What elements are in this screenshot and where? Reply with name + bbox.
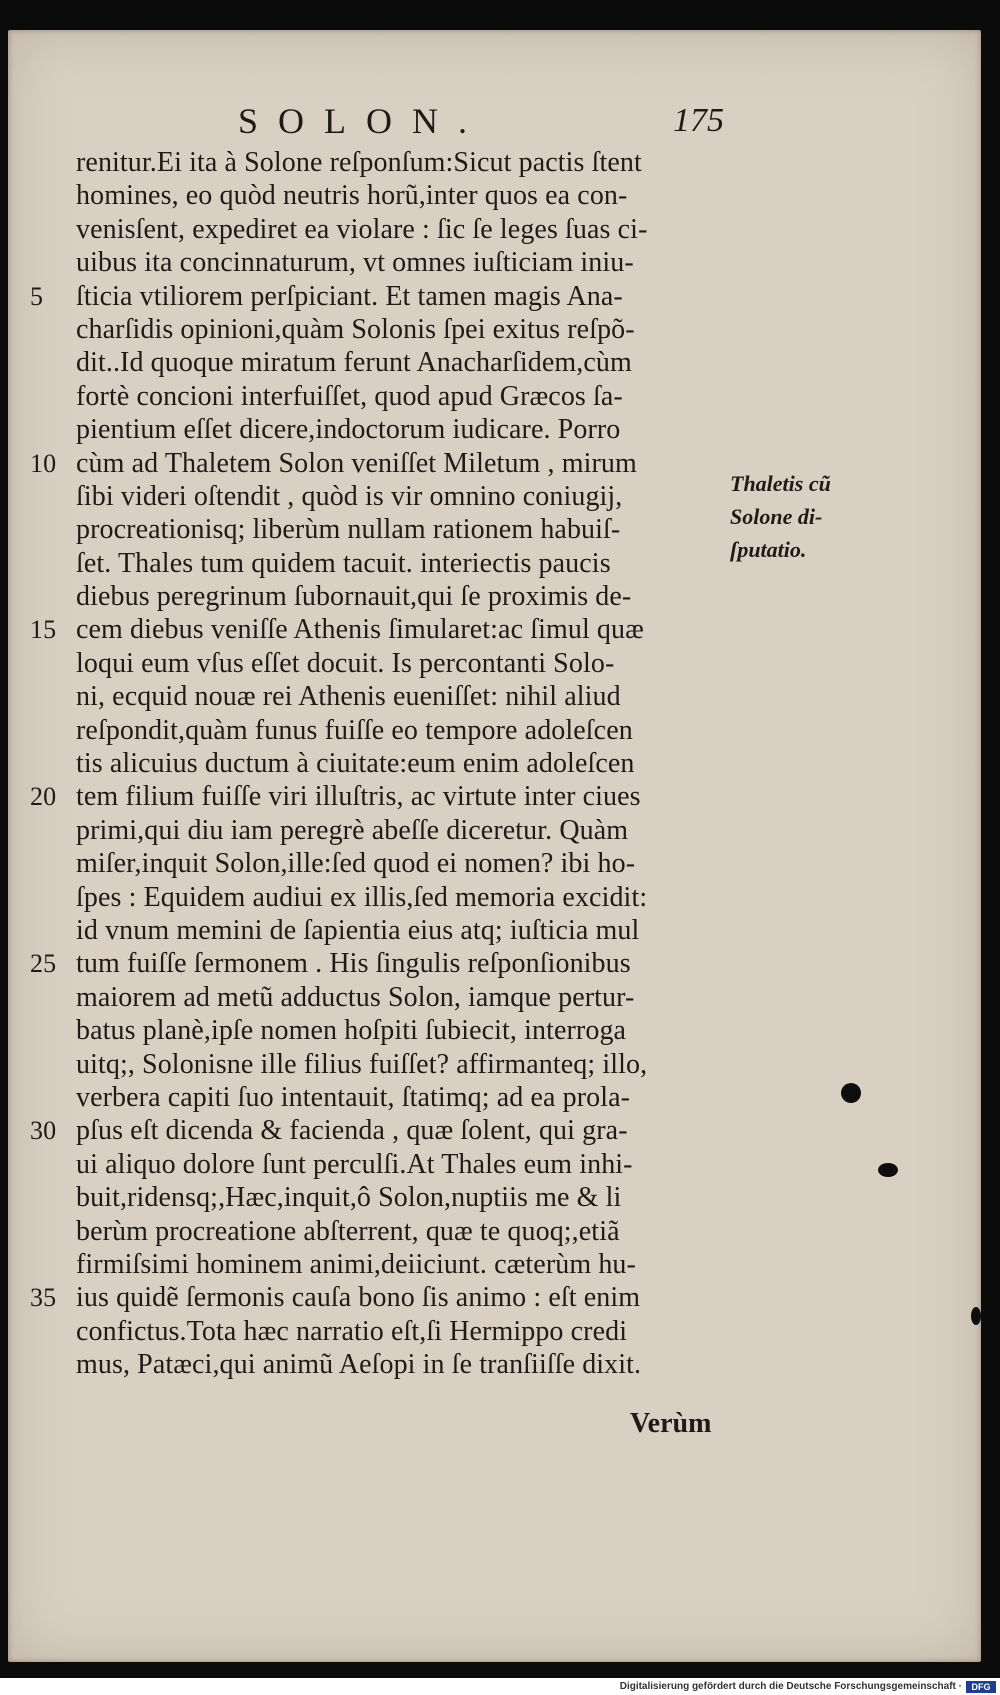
line-text: ſibi videri oſtendit , quòd is vir omnino coniugij, (76, 480, 623, 512)
line-number: 25 (30, 949, 57, 979)
line-text: homines, eo quòd neutris horũ,inter quos ea con- (76, 180, 628, 212)
line-number: 30 (30, 1116, 57, 1146)
line-text: ni, ecquid nouæ rei Athenis eueniſſet: nihil aliud (76, 681, 621, 713)
line-text: maiorem ad metũ adductus Solon, iamque pertur- (76, 981, 635, 1013)
text-line (76, 1315, 721, 1348)
text-line (30, 280, 721, 313)
line-text: charſidis opinioni,quàm Solonis ſpei exitus reſpõ- (76, 313, 635, 345)
text-line (76, 914, 721, 947)
text-line (76, 513, 721, 546)
text-line (76, 814, 721, 847)
dfg-logo: DFG (966, 1681, 996, 1693)
text-line (30, 447, 721, 480)
text-line (76, 1181, 721, 1214)
line-text: tem filium fuiſſe viri illuſtris, ac virtute inter ciues (76, 781, 641, 813)
line-number: 20 (30, 782, 57, 812)
line-number: 10 (30, 448, 57, 478)
line-number: 5 (30, 281, 44, 311)
text-line (76, 213, 721, 246)
text-line (30, 1114, 721, 1147)
line-text: miſer,inquit Solon,ille:ſed quod ei nomen? ibi ho- (76, 848, 636, 880)
text-line (76, 714, 721, 747)
line-number: 35 (30, 1283, 57, 1313)
line-text: ius quidẽ ſermonis cauſa bono ſis animo : eſt enim (76, 1282, 641, 1314)
line-text: berùm procreatione abſterrent, quæ te quoq;,etiã (76, 1215, 620, 1247)
book-page (8, 30, 981, 1662)
line-text: loqui eum vſus eſſet docuit. Is percontanti Solo- (76, 647, 615, 679)
line-text: dit..Id quoque miratum ferunt Anacharſidem,cùm (76, 347, 632, 379)
line-text: fortè concioni interfuiſſet, quod apud Græcos ſa- (76, 380, 623, 412)
text-line (76, 179, 721, 212)
line-text: firmiſsimi hominem animi,deiiciunt. cæterùm hu- (76, 1248, 636, 1280)
line-text: mus, Patæci,qui animũ Aeſopi in ſe tranſiiſſe dixit. (76, 1349, 642, 1381)
text-line (30, 1281, 721, 1314)
ink-spot (841, 1083, 861, 1103)
text-line (76, 1348, 721, 1381)
text-line (76, 747, 721, 780)
text-line (76, 380, 721, 413)
text-line (76, 981, 721, 1014)
text-line (76, 1248, 721, 1281)
text-line (76, 881, 721, 914)
text-line (76, 1215, 721, 1248)
line-number: 15 (30, 615, 57, 645)
text-line (76, 847, 721, 880)
line-text: uibus ita concinnaturum, vt omnes iuſticiam iniu- (76, 247, 634, 279)
footer-bar (0, 1679, 1000, 1695)
line-text: ſpes : Equidem audiui ex illis,ſed memoria excidit: (76, 881, 648, 913)
text-line (76, 413, 721, 446)
line-text: verbera capiti ſuo intentauit, ſtatimq; ad ea prola- (76, 1081, 631, 1113)
line-text: ſet. Thales tum quidem tacuit. interiectis paucis (76, 547, 611, 579)
text-line (76, 246, 721, 279)
line-text: buit,ridensq;,Hæc,inquit,ô Solon,nuptiis me & li (76, 1182, 622, 1214)
line-text: cem diebus veniſſe Athenis ſimularet:ac ſimul quæ (76, 614, 644, 646)
line-text: diebus peregrinum ſubornauit,qui ſe proximis de- (76, 581, 632, 613)
marginal-note-line: Solone di- (730, 504, 823, 529)
text-line (30, 947, 721, 980)
text-line (76, 346, 721, 379)
text-line (76, 647, 721, 680)
ink-spot (878, 1163, 898, 1177)
marginal-note (730, 467, 850, 566)
text-line (76, 1014, 721, 1047)
line-text: tis alicuius ductum à ciuitate:eum enim adoleſcen (76, 748, 635, 780)
text-line (76, 580, 721, 613)
text-line (76, 1081, 721, 1114)
footer-credit: Digitalisierung gefördert durch die Deutsche Forschungsgemeinschaft · (619, 1681, 962, 1692)
ink-spot (971, 1307, 981, 1325)
line-text: uitq;, Solonisne ille filius fuiſſet? affirmanteq; illo, (76, 1048, 648, 1080)
page-number: 175 (673, 102, 724, 139)
catchword: Verùm (630, 1408, 712, 1439)
line-text: cùm ad Thaletem Solon veniſſet Miletum , mirum (76, 447, 637, 479)
text-line (76, 680, 721, 713)
line-text: confictus.Tota hæc narratio eſt,ſi Hermippo credi (76, 1315, 628, 1347)
text-line (76, 480, 721, 513)
marginal-note-line: ſputatio. (730, 537, 807, 562)
line-text: pſus eſt dicenda & facienda , quæ ſolent, qui gra- (76, 1115, 628, 1147)
line-text: id vnum memini de ſapientia eius atq; iuſticia mul (76, 914, 640, 946)
text-line (76, 313, 721, 346)
line-text: reſpondit,quàm funus fuiſſe eo tempore adoleſcen (76, 714, 633, 746)
text-line (76, 547, 721, 580)
text-line (30, 613, 721, 646)
line-text: ui aliquo dolore ſunt perculſi.At Thales eum inhi- (76, 1148, 633, 1180)
line-text: procreationisq; liberùm nullam rationem habuiſ- (76, 514, 621, 546)
marginal-note-line: Thaletis cũ (730, 471, 831, 496)
main-text-block (30, 146, 721, 1381)
running-head: SOLON. (238, 101, 488, 141)
text-line (76, 1148, 721, 1181)
text-line (76, 1048, 721, 1081)
line-text: batus planè,ipſe nomen hoſpiti ſubiecit, interroga (76, 1015, 627, 1047)
line-text: pientium eſſet dicere,indoctorum iudicare. Porro (76, 414, 621, 446)
line-text: venisſent, expediret ea violare : ſic ſe leges ſuas ci- (76, 213, 648, 245)
line-text: ſticia vtiliorem perſpiciant. Et tamen magis Ana- (76, 280, 623, 312)
text-line (30, 780, 721, 813)
line-text: primi,qui diu iam peregrè abeſſe diceretur. Quàm (76, 814, 629, 846)
line-text: renitur.Ei ita à Solone reſponſum:Sicut pactis ſtent (76, 147, 642, 178)
line-text: tum fuiſſe ſermonem . His ſingulis reſponſionibus (76, 948, 631, 980)
text-line (76, 146, 721, 179)
